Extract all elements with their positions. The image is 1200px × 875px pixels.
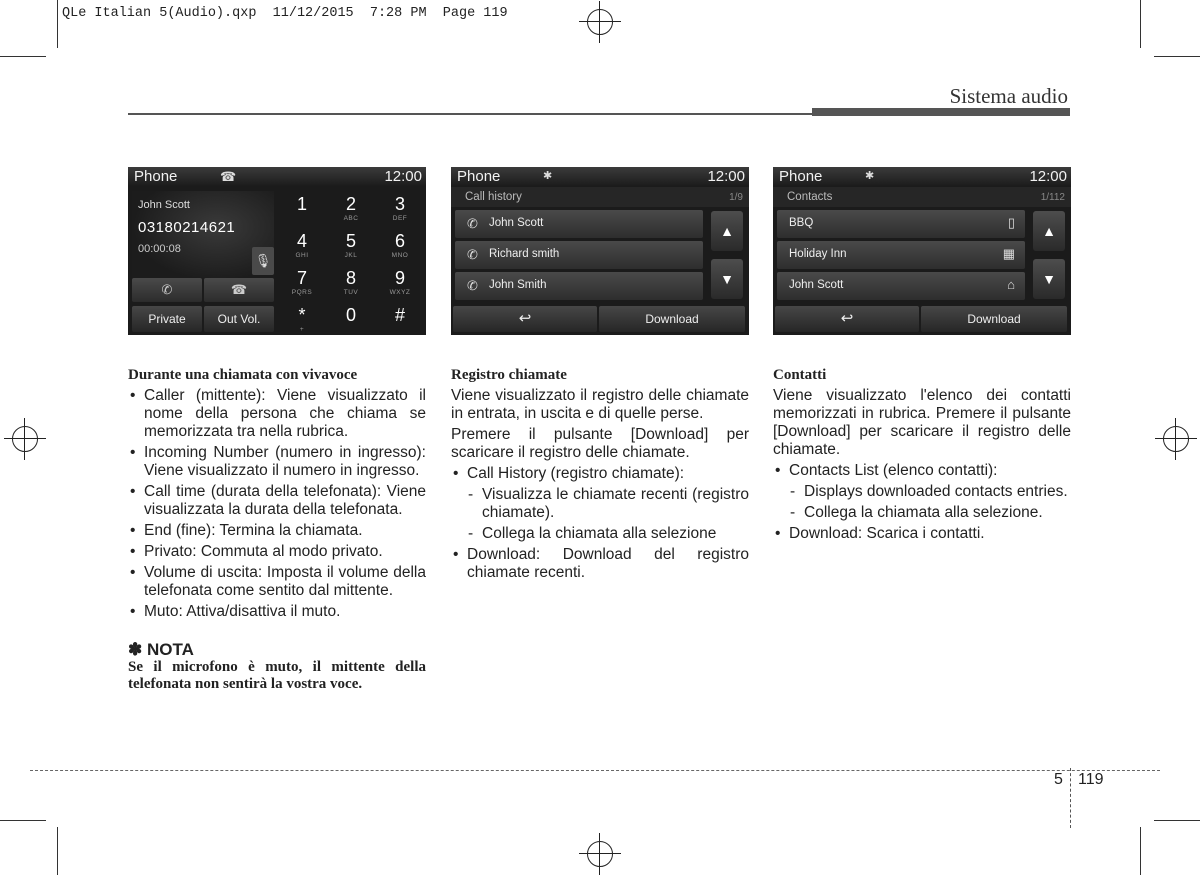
registration-mark bbox=[12, 426, 38, 452]
keypad-key-6[interactable]: 6 MNO bbox=[391, 231, 409, 259]
call-history-screen bbox=[451, 167, 749, 335]
list-header bbox=[451, 187, 749, 207]
bullet-item: • Call time (durata della telefonata): Viene visualizzata la durata della telefonata. bbox=[128, 483, 426, 519]
bullet-item: • Muto: Attiva/disattiva il muto. bbox=[128, 603, 426, 621]
print-slug: QLe Italian 5(Audio).qxp 11/12/2015 7:28 PM Page 119 bbox=[62, 6, 508, 21]
screen-title: Phone bbox=[779, 168, 823, 185]
sub-bullet-item: - Visualizza le chiamate recenti (registro chiamate). bbox=[451, 486, 749, 522]
crop-mark bbox=[0, 56, 46, 57]
contact-name: Richard smith bbox=[489, 248, 560, 260]
clock: 12:00 bbox=[1029, 168, 1067, 185]
contacts-screen bbox=[773, 167, 1071, 335]
hang-up-icon: ☎ bbox=[230, 282, 248, 297]
column-contacts bbox=[773, 366, 1071, 546]
private-button[interactable]: Private bbox=[132, 306, 202, 332]
crop-mark bbox=[0, 820, 46, 821]
paragraph: Viene visualizzato l'elenco dei contatti memorizzati in rubrica. Premere il pulsante [Download] per scaricare il registro delle chiamate. bbox=[773, 387, 1071, 458]
registration-mark bbox=[1163, 426, 1189, 452]
contact-name: BBQ bbox=[789, 217, 814, 229]
column-handsfree bbox=[128, 366, 426, 693]
paragraph: Viene visualizzato il registro delle chiamate in entrata, in uscita e di quelle perse. bbox=[451, 387, 749, 422]
end-call-button[interactable] bbox=[204, 278, 274, 302]
arrow-down-icon: ▼ bbox=[720, 271, 734, 287]
note-title: ✽ NOTA bbox=[128, 640, 194, 659]
title-rule bbox=[128, 113, 812, 115]
contact-item[interactable] bbox=[777, 210, 1025, 238]
back-arrow-icon: ↩ bbox=[840, 310, 854, 327]
phone-call-screen bbox=[128, 167, 426, 335]
bullet-item: • Privato: Commuta al modo privato. bbox=[128, 543, 426, 561]
bullet-list bbox=[773, 462, 1071, 543]
keypad-key-8[interactable]: 8 TUV bbox=[343, 268, 359, 296]
contact-item[interactable] bbox=[777, 241, 1025, 269]
title-bar bbox=[812, 108, 1070, 116]
screen-title: Phone bbox=[457, 168, 501, 185]
bullet-item: • Download: Scarica i contatti. bbox=[773, 525, 1071, 543]
section-title: Sistema audio bbox=[949, 84, 1068, 108]
contact-name: Holiday Inn bbox=[789, 248, 847, 260]
bullet-item: • Download: Download del registro chiamate recenti. bbox=[451, 546, 749, 582]
crop-mark bbox=[1154, 56, 1200, 57]
list-title: Call history bbox=[465, 191, 522, 203]
column-heading: Durante una chiamata con vivavoce bbox=[128, 367, 358, 383]
registration-mark bbox=[587, 841, 613, 867]
list-header bbox=[773, 187, 1071, 207]
keypad-key-star[interactable]: * + bbox=[298, 305, 306, 333]
footer-rule bbox=[30, 770, 1160, 771]
bullet-item: • Contacts List (elenco contatti): bbox=[773, 462, 1071, 480]
home-icon: ⌂ bbox=[1007, 277, 1015, 292]
clock: 12:00 bbox=[384, 168, 422, 185]
column-heading: Registro chiamate bbox=[451, 367, 567, 383]
call-info-panel bbox=[132, 191, 274, 281]
column-call-history bbox=[451, 366, 749, 585]
contact-name: John Scott bbox=[789, 279, 844, 291]
crop-mark bbox=[57, 0, 58, 48]
caller-number: 03180214621 bbox=[138, 219, 236, 236]
arrow-up-icon: ▲ bbox=[1042, 223, 1056, 239]
keypad-key-7[interactable]: 7 PQRS bbox=[291, 268, 313, 296]
note-text: Se il microfono è muto, il mittente della telefonata non sentirà la vostra voce. bbox=[128, 659, 426, 692]
out-volume-button[interactable]: Out Vol. bbox=[204, 306, 274, 332]
call-history-item[interactable] bbox=[455, 241, 703, 269]
clock: 12:00 bbox=[707, 168, 745, 185]
back-button[interactable] bbox=[453, 306, 597, 332]
scroll-down-button[interactable] bbox=[711, 259, 743, 299]
page-number: 119 bbox=[1078, 771, 1104, 788]
keypad-key-9[interactable]: 9 WXYZ bbox=[389, 268, 411, 296]
bullet-item: • End (fine): Termina la chiamata. bbox=[128, 522, 426, 540]
scroll-up-button[interactable] bbox=[711, 211, 743, 251]
back-arrow-icon: ↩ bbox=[518, 310, 532, 327]
keypad-key-2[interactable]: 2 ABC bbox=[343, 194, 359, 222]
page-separator bbox=[1070, 768, 1072, 828]
crop-mark bbox=[1140, 0, 1141, 48]
registration-mark bbox=[587, 9, 613, 35]
office-building-icon: ▦ bbox=[1002, 246, 1015, 261]
arrow-down-icon: ▼ bbox=[1042, 271, 1056, 287]
crop-mark bbox=[1154, 820, 1200, 821]
list-count: 1/112 bbox=[1040, 192, 1065, 203]
bullet-item: • Call History (registro chiamate): bbox=[451, 465, 749, 483]
bullet-item: • Caller (mittente): Viene visualizzato il nome della persona che chiama se memorizzata tra nella rubrica. bbox=[128, 387, 426, 441]
list-count: 1/9 bbox=[729, 192, 743, 203]
arrow-up-icon: ▲ bbox=[720, 223, 734, 239]
keypad-key-3[interactable]: 3 DEF bbox=[392, 194, 408, 222]
keypad-key-1[interactable]: 1 bbox=[296, 194, 307, 214]
handset-icon: ✆ bbox=[161, 282, 173, 297]
outgoing-call-icon: ✆ bbox=[467, 247, 478, 262]
bluetooth-icon: ✱ bbox=[865, 170, 875, 182]
sub-bullet-item: - Collega la chiamata alla selezione bbox=[451, 525, 749, 543]
bluetooth-icon: ✱ bbox=[543, 170, 553, 182]
crop-mark bbox=[1140, 827, 1141, 875]
status-bar bbox=[451, 167, 749, 187]
bullet-item: • Incoming Number (numero in ingresso): Viene visualizzato il numero in ingresso. bbox=[128, 444, 426, 480]
contact-name: John Smith bbox=[489, 279, 547, 291]
screen-title: Phone bbox=[134, 168, 178, 185]
keypad-key-0[interactable]: 0 bbox=[345, 305, 356, 325]
call-history-item[interactable] bbox=[455, 272, 703, 300]
status-bar bbox=[773, 167, 1071, 187]
sub-bullet-item: - Collega la chiamata alla selezione. bbox=[773, 504, 1071, 522]
mobile-phone-icon: ▯ bbox=[1007, 215, 1015, 230]
missed-call-icon: ✆ bbox=[467, 278, 478, 293]
scroll-up-button[interactable] bbox=[1033, 211, 1065, 251]
list-title: Contacts bbox=[787, 191, 833, 203]
contact-item[interactable] bbox=[777, 272, 1025, 300]
crop-mark bbox=[57, 827, 58, 875]
mute-mic-icon[interactable]: 🎙 bbox=[252, 247, 274, 275]
accept-call-button[interactable] bbox=[132, 278, 202, 302]
status-bar bbox=[128, 167, 426, 187]
keypad-key-5[interactable]: 5 JKL bbox=[344, 231, 358, 259]
call-time: 00:00:08 bbox=[138, 243, 181, 255]
caller-name: John Scott bbox=[138, 199, 190, 211]
paragraph: Premere il pulsante [Download] per scaricare il registro delle chiamate. bbox=[451, 426, 749, 461]
keypad-key-hash[interactable]: # bbox=[394, 305, 405, 325]
chapter-number: 5 bbox=[1054, 771, 1063, 788]
bullet-list bbox=[451, 465, 749, 582]
keypad-key-4[interactable]: 4 GHI bbox=[295, 231, 309, 259]
sub-bullet-item: - Displays downloaded contacts entries. bbox=[773, 483, 1071, 501]
download-button[interactable]: Download bbox=[599, 306, 745, 332]
incoming-call-icon: ✆ bbox=[467, 216, 478, 231]
download-button[interactable]: Download bbox=[921, 306, 1067, 332]
call-history-item[interactable] bbox=[455, 210, 703, 238]
contact-name: John Scott bbox=[489, 217, 544, 229]
scroll-down-button[interactable] bbox=[1033, 259, 1065, 299]
bullet-item: • Volume di uscita: Imposta il volume della telefonata come sentito dal mittente. bbox=[128, 564, 426, 600]
column-heading: Contatti bbox=[773, 367, 827, 383]
bullet-list bbox=[128, 387, 426, 621]
handset-icon: ☎ bbox=[220, 169, 237, 184]
back-button[interactable] bbox=[775, 306, 919, 332]
